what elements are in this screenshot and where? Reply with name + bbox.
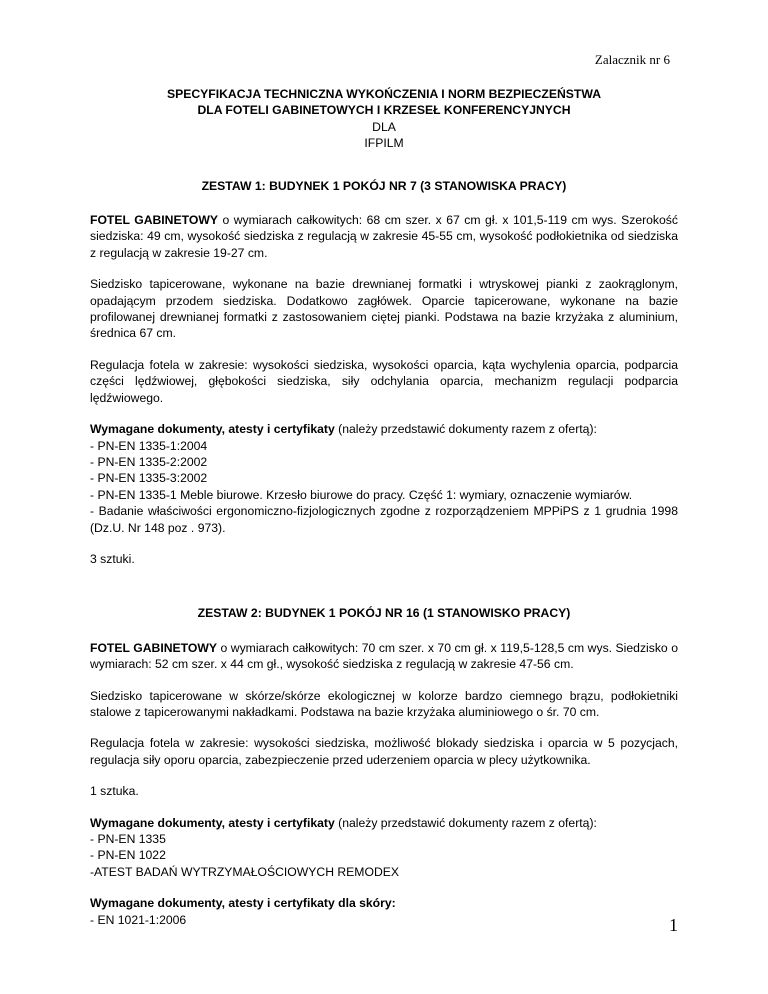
set1-dimensions-text: o wymiarach całkowitych: 68 cm szer. x 67 cm gł. x 101,5-119 cm wys. Szerokość siedziska: 49 cm, wysokość siedziska z regulacją w zakresie 45-55 cm, wysokość podłokietnika od siedziska z regulacją w zakresie 19-27 cm. (90, 213, 678, 260)
set1-paragraph-adjustment: Regulacja fotela w zakresie: wysokości siedziska, wysokości oparcia, kąta wychylenia oparcia, podparcia części lędźwiowej, głębokości siedziska, siły odchylania oparcia, mechanizm regulacji podparcia lędźwiowego. (90, 357, 678, 405)
set2-paragraph-adjustment: Regulacja fotela w zakresie: wysokości siedziska, możliwość blokady siedziska i oparcia w 5 pozycjach, regulacja siły oporu oparcia, zabezpieczenie przed uderzeniem oparcia w plecy użytkownika. (90, 736, 678, 767)
list-item: - PN-EN 1335-3:2002 (90, 471, 208, 486)
set2-dimensions-text: o wymiarach całkowitych: 70 cm szer. x 70 cm gł. x 119,5-128,5 cm wys. Siedzisko o wymiarach: 52 cm szer. x 44 cm gł., wysokość siedziska z regulacją w zakresie 47-56 cm. (90, 640, 679, 672)
list-item: -ATEST BADAŃ WYTRZYMAŁOŚCIOWYCH REMODEX (90, 864, 400, 879)
set1-docs-intro (90, 421, 678, 437)
document-title (90, 86, 678, 119)
annex-label: Zalacznik nr 6 (594, 52, 670, 67)
set2-quantity: 1 sztuka. (90, 784, 139, 799)
title-line: DLA FOTELI GABINETOWYCH I KRZESEŁ KONFERENCYJNYCH (197, 103, 571, 118)
set2-leather-docs-heading: Wymagane dokumenty, atesty i certyfikaty dla skóry: (90, 896, 396, 911)
list-item: - PN-EN 1335-1 Meble biurowe. Krzesło biurowe do pracy. Część 1: wymiary, oznaczenie wymiarów. (90, 487, 633, 502)
set2-leather-docs-list (90, 912, 678, 928)
set1-product-name: FOTEL GABINETOWY (90, 213, 218, 228)
set2-docs-intro (90, 815, 678, 831)
set1-quantity: 3 sztuki. (90, 551, 135, 566)
title-dla: DLA (372, 119, 396, 134)
set1-paragraph-construction: Siedzisko tapicerowane, wykonane na bazie drewnianej formatki i wtryskowej pianki z zaokrąglonym, opadającym przodem siedziska. Dodatkowo zagłówek. Oparcie tapicerowane, wykonane na bazie profilowanej drewnianej formatki z zastosowaniem ciętej pianki. Podstawa na bazie krzyżaka z aluminium, średnica 67 cm. (90, 277, 678, 341)
page-number: 1 (669, 915, 678, 935)
set1-paragraph-dimensions (90, 212, 678, 261)
list-item: - Badanie właściwości ergonomiczno-fizjologicznych zgodne z rozporządzeniem MPPiPS z 1 grudnia 1998 (Dz.U. Nr 148 poz . 973). (90, 504, 678, 535)
list-item: - PN-EN 1022 (90, 848, 166, 863)
set2-docs-list (90, 831, 678, 880)
list-item: - PN-EN 1335-1:2004 (90, 438, 208, 453)
list-item: - PN-EN 1335 (90, 832, 166, 846)
set2-paragraph-dimensions (90, 640, 678, 673)
list-item: - PN-EN 1335-2:2002 (90, 454, 208, 469)
set2-docs-note: (należy przedstawić dokumenty razem z ofertą): (334, 815, 597, 830)
set2-product-name: FOTEL GABINETOWY (90, 640, 217, 655)
document-body (90, 86, 678, 928)
title-line: SPECYFIKACJA TECHNICZNA WYKOŃCZENIA I NORM BEZPIECZEŃSTWA (166, 87, 602, 101)
set1-docs-heading: Wymagane dokumenty, atesty i certyfikaty (90, 422, 335, 437)
set2-heading: ZESTAW 2: BUDYNEK 1 POKÓJ NR 16 (1 STANOWISKO PRACY) (197, 606, 571, 621)
set1-heading: ZESTAW 1: BUDYNEK 1 POKÓJ NR 7 (3 STANOWISKA PRACY) (201, 178, 567, 193)
set2-paragraph-upholstery: Siedzisko tapicerowane w skórze/skórze ekologicznej w kolorze bardzo ciemnego brązu, podłokietniki stalowe z tapicerowanymi nakładkami. Podstawa na bazie krzyżaka aluminiowego o śr. 70 cm. (90, 688, 678, 719)
set1-docs-note: (należy przedstawić dokumenty razem z ofertą): (334, 422, 597, 437)
title-org: IFPILM (364, 136, 404, 151)
list-item: - EN 1021-1:2006 (90, 912, 187, 927)
set1-docs-list (90, 438, 678, 536)
set2-docs-heading: Wymagane dokumenty, atesty i certyfikaty (90, 815, 335, 830)
